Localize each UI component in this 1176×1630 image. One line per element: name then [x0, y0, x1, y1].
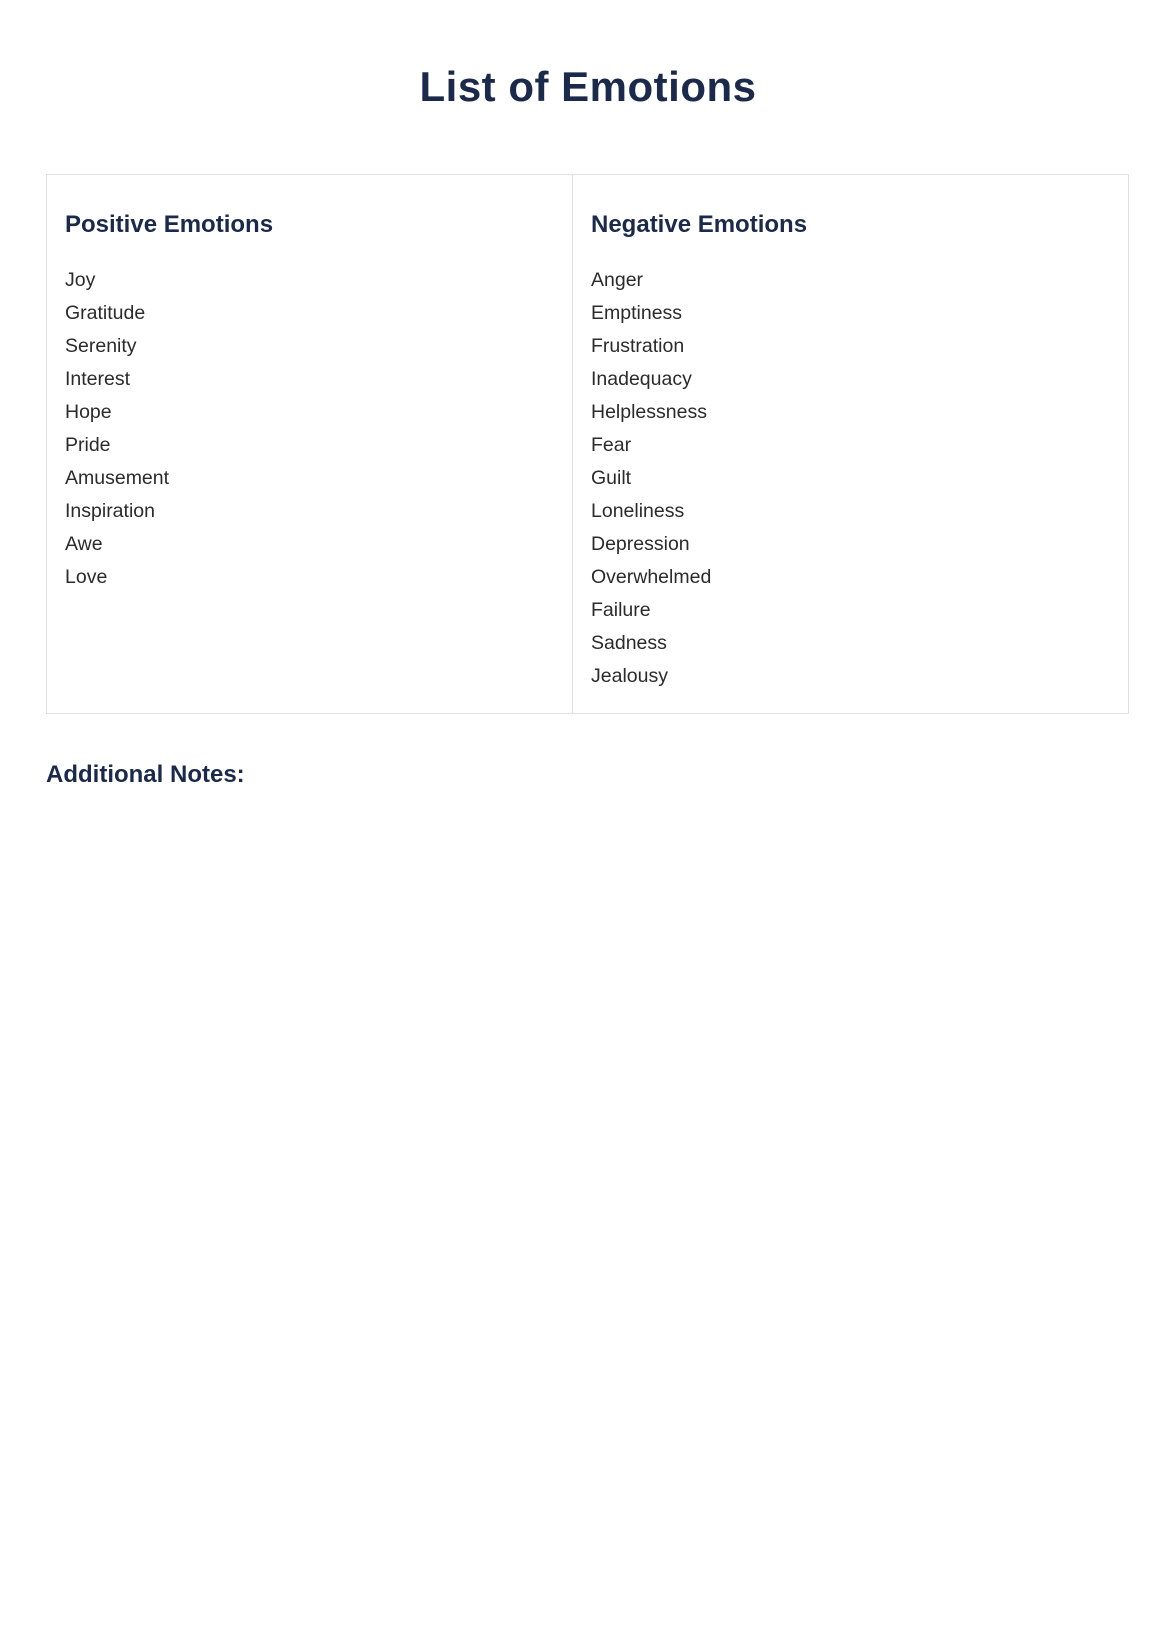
negative-emotions-list	[591, 264, 1110, 693]
list-item: Joy	[65, 269, 96, 291]
list-item: Gratitude	[65, 302, 146, 324]
negative-emotions-heading: Negative Emotions	[591, 211, 808, 238]
list-item: Failure	[591, 599, 651, 621]
list-item: Loneliness	[591, 500, 685, 522]
list-item: Fear	[591, 434, 632, 456]
list-item: Depression	[591, 533, 690, 555]
list-item: Amusement	[65, 467, 170, 489]
list-item: Hope	[65, 401, 112, 423]
list-item: Inadequacy	[591, 368, 692, 390]
negative-emotions-column	[573, 175, 1128, 713]
list-item: Jealousy	[591, 665, 668, 687]
emotions-table	[46, 174, 1129, 714]
list-item: Serenity	[65, 335, 137, 357]
list-item: Helplessness	[591, 401, 707, 423]
list-item: Awe	[65, 533, 103, 555]
positive-emotions-column	[47, 175, 573, 713]
list-item: Interest	[65, 368, 131, 390]
positive-emotions-heading: Positive Emotions	[65, 211, 274, 238]
additional-notes-heading: Additional Notes:	[46, 761, 245, 788]
list-item: Frustration	[591, 335, 685, 357]
list-item: Guilt	[591, 467, 632, 489]
list-item: Love	[65, 566, 108, 588]
list-item: Sadness	[591, 632, 667, 654]
list-item: Anger	[591, 269, 644, 291]
positive-emotions-list	[65, 264, 554, 594]
list-item: Emptiness	[591, 302, 683, 324]
list-item: Pride	[65, 434, 111, 456]
list-item: Inspiration	[65, 500, 155, 522]
list-item: Overwhelmed	[591, 566, 712, 588]
page-title: List of Emotions	[419, 63, 757, 110]
